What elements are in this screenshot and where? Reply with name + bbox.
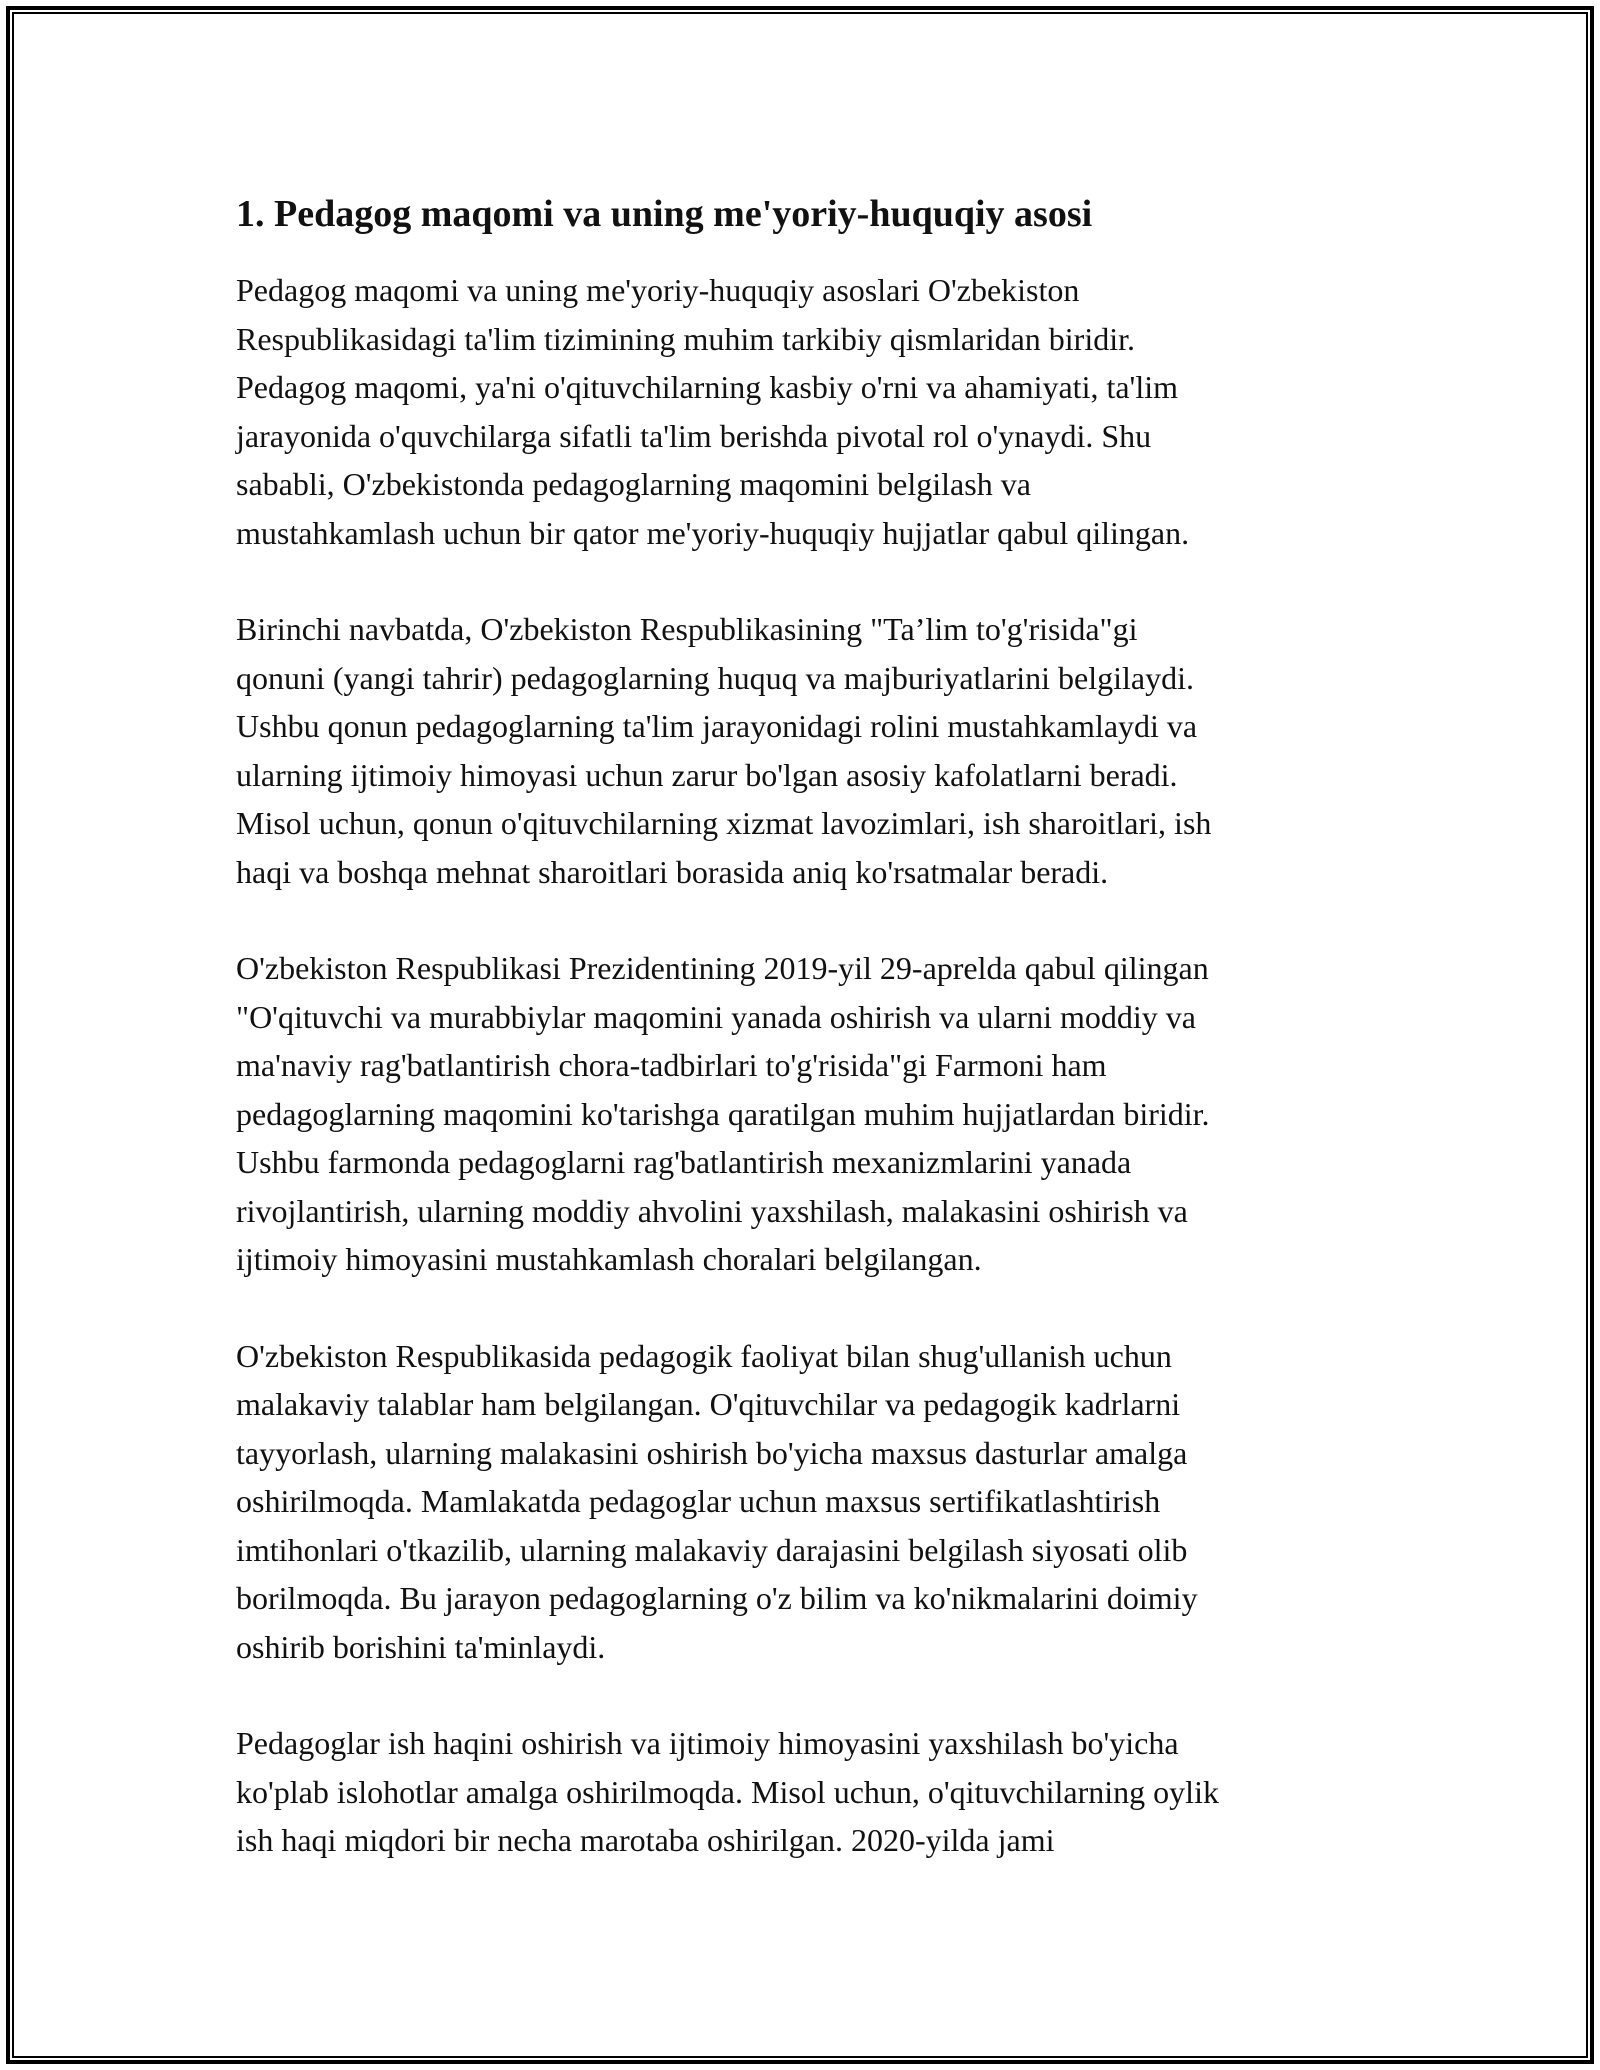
paragraph-4: O'zbekiston Respublikasida pedagogik faoliyat bilan shug'ullanish uchun malakaviy talablar ham belgilangan. O'qituvchilar va pedagogik kadrlarni tayyorlash, ularning malakasini oshirish bo'yicha maxsus dasturlar amalga oshirilmoqda. Mamlakatda pedagoglar uchun maxsus sertifikatlashtirish imtihonlari o'tkazilib, ularning malakaviy darajasini belgilash siyosati olib borilmoqda. Bu jarayon pedagoglarning o'z bilim va ko'nikmalarini doimiy oshirib borishini ta'minlaydi. — [236, 1337, 1198, 1665]
paragraph-3: O'zbekiston Respublikasi Prezidentining 2019-yil 29-aprelda qabul qilingan "O'qituvchi va murabbiylar maqomini yanada oshirish va ularni moddiy va ma'naviy rag'batlantirish chora-tadbirlari to'g'risida"gi Farmoni ham pedagoglarning maqomini ko'tarishga qaratilgan muhim hujjatlardan biridir. Ushbu farmonda pedagoglarni rag'batlantirish mexanizmlarini yanada rivojlantirish, ularning moddiy ahvolini yaxshilash, malakasini oshirish va ijtimoiy himoyasini mustahkamlash choralari belgilangan. — [236, 950, 1210, 1277]
paragraph-5: Pedagoglar ish haqini oshirish va ijtimoiy himoyasini yaxshilash bo'yicha ko'plab islohotlar amalga oshirilmoqda. Misol uchun, o'qituvchilarning oylik ish haqi miqdori bir necha marotaba oshirilgan. 2020-yilda jami — [236, 1725, 1219, 1858]
section-heading: 1. Pedagog maqomi va uning me'yoriy-huquqiy asosi — [236, 193, 1093, 235]
paragraph-1: Pedagog maqomi va uning me'yoriy-huquqiy asoslari O'zbekiston Respublikasidagi ta'lim tizimining muhim tarkibiy qismlaridan biridir. Pedagog maqomi, ya'ni o'qituvchilarning kasbiy o'rni va ahamiyati, ta'lim jarayonida o'quvchilarga sifatli ta'lim berishda pivotal rol o'ynaydi. Shu sababli, O'zbekistonda pedagoglarning maqomini belgilash va mustahkamlash uchun bir qator me'yoriy-huquqiy hujjatlar qabul qilingan. — [236, 272, 1190, 551]
document-body — [236, 186, 1376, 1913]
paragraph-2: Birinchi navbatda, O'zbekiston Respublikasining "Ta’lim to'g'risida"gi qonuni (yangi tahrir) pedagoglarning huquq va majburiyatlarini belgilaydi. Ushbu qonun pedagoglarning ta'lim jarayonidagi rolini mustahkamlaydi va ularning ijtimoiy himoyasi uchun zarur bo'lgan asosiy kafolatlarni beradi. Misol uchun, qonun o'qituvchilarning xizmat lavozimlari, ish sharoitlari, ish haqi va boshqa mehnat sharoitlari borasida aniq ko'rsatmalar beradi. — [236, 611, 1212, 890]
